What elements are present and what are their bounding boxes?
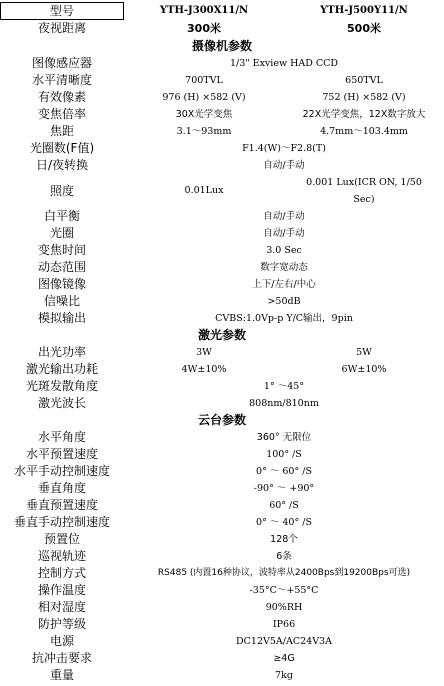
iris-value: 自动/手动 bbox=[263, 228, 305, 239]
presets-label: 预置位 bbox=[43, 532, 80, 546]
row-wb bbox=[0, 208, 444, 225]
laser-input-b: 6W±10% bbox=[341, 364, 387, 375]
impact-value: ≥4G bbox=[273, 653, 295, 664]
resolution-b: 650TVL bbox=[345, 75, 383, 86]
pan-preset-speed-value: 100° /S bbox=[266, 449, 302, 460]
iris-label: 光圈 bbox=[49, 226, 74, 240]
night-distance-label: 夜视距离 bbox=[37, 21, 86, 35]
humidity-label: 相对湿度 bbox=[37, 600, 86, 614]
row-laser-input bbox=[0, 361, 444, 378]
focal-b: 4.7mm～103.4mm bbox=[320, 126, 408, 137]
row-humidity bbox=[0, 599, 444, 616]
zoom-a: 30X光学变焦 bbox=[175, 109, 233, 120]
mirror-label: 图像镜像 bbox=[37, 277, 86, 291]
pixels-label: 有效像素 bbox=[37, 90, 86, 104]
power-value: DC12V5A/AC24V3A bbox=[236, 636, 332, 647]
row-pan-preset-speed bbox=[0, 446, 444, 463]
presets-value: 128个 bbox=[270, 534, 298, 545]
illumination-b-line2: Sec) bbox=[353, 194, 375, 205]
pan-label: 水平角度 bbox=[37, 430, 86, 444]
wavelength-value: 808nm/810nm bbox=[249, 398, 319, 409]
protection-label: 防护等级 bbox=[37, 617, 86, 631]
tilt-label: 垂直角度 bbox=[37, 481, 86, 495]
snr-value: >50dB bbox=[267, 296, 301, 307]
tilt-manual-speed-value: 0° ～ 40° /S bbox=[256, 517, 312, 528]
row-zoom bbox=[0, 106, 444, 123]
daynight-label: 日/夜转换 bbox=[35, 158, 89, 172]
model-label-box bbox=[0, 2, 124, 20]
dynamic-label: 动态范围 bbox=[37, 260, 86, 274]
row-impact bbox=[0, 650, 444, 667]
zoom-label: 变焦倍率 bbox=[37, 107, 86, 121]
pan-value: 360° 无限位 bbox=[256, 432, 312, 443]
row-tilt-manual-speed bbox=[0, 514, 444, 531]
row-spot-angle bbox=[0, 378, 444, 395]
row-resolution bbox=[0, 72, 444, 89]
row-daynight bbox=[0, 157, 444, 174]
aperture-label: 光圈数(F值) bbox=[29, 141, 95, 155]
row-night-distance bbox=[0, 20, 444, 37]
zoom-b: 22X光学变焦，12X数字放大 bbox=[302, 109, 426, 120]
analog-value: CVBS:1.0Vp-p Y/C输出，9pin bbox=[215, 313, 353, 324]
daynight-value: 自动/手动 bbox=[263, 160, 305, 171]
spot-angle-value: 1° ～45° bbox=[263, 381, 305, 392]
laser-power-label: 出光功率 bbox=[37, 345, 86, 359]
resolution-a: 700TVL bbox=[185, 75, 223, 86]
row-temp bbox=[0, 582, 444, 599]
pan-preset-speed-label: 水平预置速度 bbox=[25, 447, 98, 461]
illumination-label: 照度 bbox=[49, 184, 74, 198]
wb-label: 白平衡 bbox=[43, 209, 80, 223]
zoomtime-label: 变焦时间 bbox=[37, 243, 86, 257]
row-focal bbox=[0, 123, 444, 140]
row-analog bbox=[0, 310, 444, 327]
patrol-label: 巡视轨迹 bbox=[37, 549, 86, 563]
control-label: 控制方式 bbox=[37, 566, 86, 580]
row-snr bbox=[0, 293, 444, 310]
row-laser-power bbox=[0, 344, 444, 361]
model-a: YTH-J300X11/N bbox=[159, 5, 249, 16]
resolution-label: 水平清晰度 bbox=[31, 73, 92, 87]
tilt-preset-speed-value: 60° /S bbox=[269, 500, 299, 511]
focal-a: 3.1～93mm bbox=[176, 126, 232, 137]
section-camera: 摄像机参数 bbox=[191, 39, 252, 53]
mirror-value: 上下/左右/中心 bbox=[252, 279, 316, 290]
pixels-a: 976 (H) ×582 (V) bbox=[162, 92, 246, 103]
weight-value: 7kg bbox=[275, 670, 293, 681]
model-b: YTH-J500Y11/N bbox=[320, 5, 408, 16]
row-tilt-preset-speed bbox=[0, 497, 444, 514]
snr-label: 信噪比 bbox=[43, 294, 80, 308]
illumination-b-line1: 0.001 Lux(ICR ON, 1/50 bbox=[306, 177, 422, 188]
row-zoomtime bbox=[0, 242, 444, 259]
temp-label: 操作温度 bbox=[37, 583, 86, 597]
row-dynamic bbox=[0, 259, 444, 276]
zoomtime-value: 3.0 Sec bbox=[266, 245, 302, 256]
pixels-b: 752 (H) ×582 (V) bbox=[322, 92, 406, 103]
sensor-value: 1/3" Exview HAD CCD bbox=[229, 58, 339, 69]
weight-label: 重量 bbox=[49, 668, 74, 682]
night-distance-a: 300米 bbox=[187, 22, 221, 35]
tilt-value: -90° ～ +90° bbox=[253, 483, 315, 494]
laser-input-a: 4W±10% bbox=[181, 364, 227, 375]
control-value: RS485 (内置16种协议，波特率从2400Bps到19200Bps可选) bbox=[157, 568, 411, 578]
row-illumination bbox=[0, 174, 444, 208]
model-label: 型号 bbox=[49, 4, 74, 18]
row-pan-manual-speed bbox=[0, 463, 444, 480]
aperture-value: F1.4(W)～F2.8(T) bbox=[242, 143, 326, 154]
impact-label: 抗冲击要求 bbox=[31, 651, 92, 665]
row-tilt bbox=[0, 480, 444, 497]
laser-power-b: 5W bbox=[356, 347, 372, 358]
wavelength-label: 激光波长 bbox=[37, 396, 86, 410]
wb-value: 自动/手动 bbox=[263, 211, 305, 222]
analog-label: 模拟输出 bbox=[37, 311, 86, 325]
row-patrol bbox=[0, 548, 444, 565]
focal-label: 焦距 bbox=[49, 124, 74, 138]
spot-angle-label: 光斑发散角度 bbox=[25, 379, 98, 393]
pan-manual-speed-value: 0° ～ 60° /S bbox=[256, 466, 312, 477]
night-distance-b: 500米 bbox=[347, 22, 381, 35]
row-pan bbox=[0, 429, 444, 446]
tilt-preset-speed-label: 垂直预置速度 bbox=[25, 498, 98, 512]
laser-power-a: 3W bbox=[196, 347, 212, 358]
row-protection bbox=[0, 616, 444, 633]
laser-input-label: 激光输出功耗 bbox=[25, 362, 98, 376]
humidity-value: 90%RH bbox=[265, 602, 303, 613]
row-power bbox=[0, 633, 444, 650]
patrol-value: 6条 bbox=[276, 551, 292, 562]
row-presets bbox=[0, 531, 444, 548]
section-laser: 激光参数 bbox=[197, 328, 246, 342]
row-iris bbox=[0, 225, 444, 242]
row-weight bbox=[0, 667, 444, 684]
pan-manual-speed-label: 水平手动控制速度 bbox=[13, 464, 110, 478]
dynamic-value: 数字宽动态 bbox=[260, 262, 308, 273]
row-pixels bbox=[0, 89, 444, 106]
row-control bbox=[0, 565, 444, 582]
row-aperture bbox=[0, 140, 444, 157]
section-ptz: 云台参数 bbox=[197, 413, 246, 427]
power-label: 电源 bbox=[49, 634, 74, 648]
tilt-manual-speed-label: 垂直手动控制速度 bbox=[13, 515, 110, 529]
row-mirror bbox=[0, 276, 444, 293]
illumination-a: 0.01Lux bbox=[184, 185, 224, 196]
row-wavelength bbox=[0, 395, 444, 412]
row-sensor bbox=[0, 55, 444, 72]
protection-value: IP66 bbox=[272, 619, 296, 630]
temp-value: -35°C～+55°C bbox=[249, 585, 319, 596]
sensor-label: 图像感应器 bbox=[31, 56, 92, 70]
